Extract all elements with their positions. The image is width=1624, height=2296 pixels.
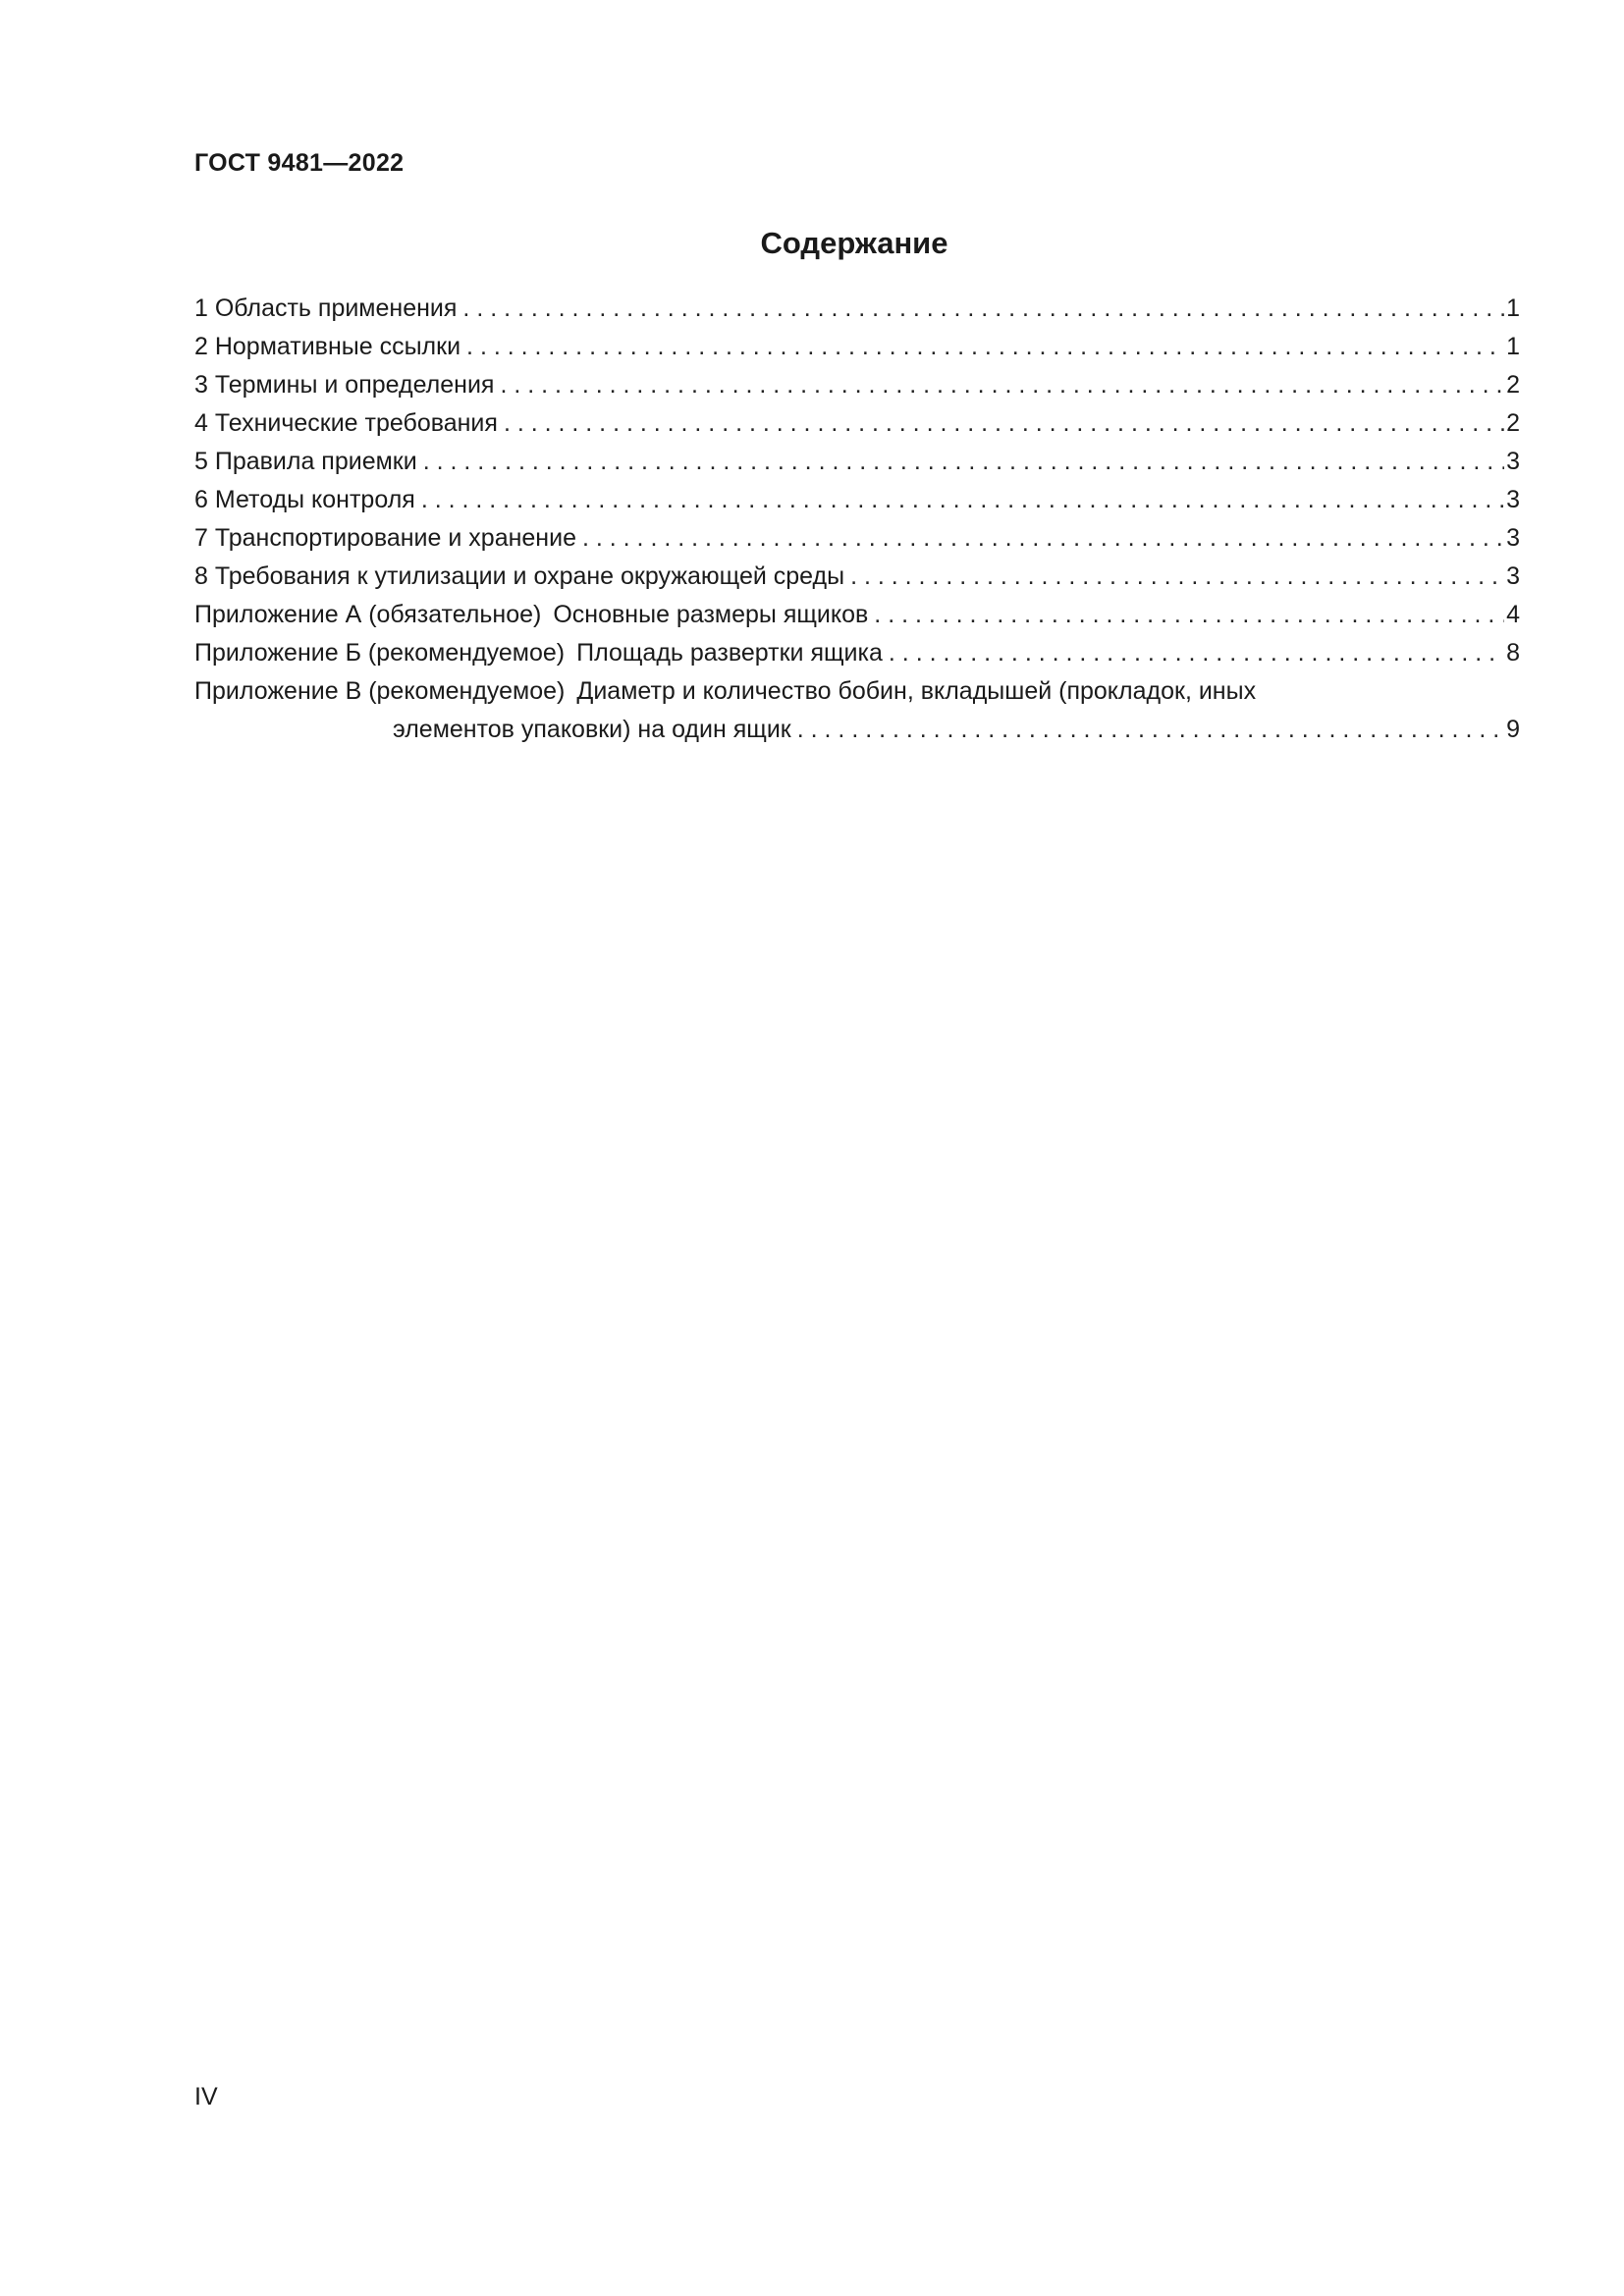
toc-entry-page: 8: [1506, 639, 1520, 667]
toc-annex-b[interactable]: [194, 634, 1520, 672]
toc-entry-2[interactable]: [194, 328, 1520, 366]
toc-annex-v[interactable]: [194, 672, 1520, 749]
dot-leader: [850, 558, 1504, 596]
toc-entry-4[interactable]: [194, 404, 1520, 443]
toc-entry-label: 8 Требования к утилизации и охране окружающей среды: [194, 562, 845, 590]
toc-annex-label: [194, 596, 868, 634]
toc-entry-label: 3 Термины и определения: [194, 371, 495, 399]
annex-type: Приложение А (обязательное): [194, 601, 542, 628]
annex-title: Основные размеры ящиков: [553, 601, 869, 628]
toc-title: Содержание: [760, 226, 948, 260]
toc-entry-page: 3: [1506, 448, 1520, 475]
toc-entry-6[interactable]: [194, 481, 1520, 519]
toc-entry-1[interactable]: [194, 290, 1520, 328]
toc-entry-page: 3: [1506, 524, 1520, 552]
dot-leader: [582, 519, 1504, 558]
dot-leader: [889, 634, 1504, 672]
toc-entry-5[interactable]: [194, 443, 1520, 481]
dot-leader: [874, 596, 1504, 634]
toc-entry-label: 7 Транспортирование и хранение: [194, 524, 576, 552]
toc-entry-page: 1: [1506, 294, 1520, 322]
toc-entry-page: 3: [1506, 562, 1520, 590]
toc-entry-8[interactable]: [194, 558, 1520, 596]
dot-leader: [421, 481, 1504, 519]
toc-entry-label: 2 Нормативные ссылки: [194, 333, 461, 360]
annex-title: Площадь развертки ящика: [576, 639, 883, 667]
table-of-contents: [194, 290, 1520, 749]
toc-annex-continuation: [194, 711, 1520, 749]
dot-leader: [500, 366, 1504, 404]
toc-entry-page: 2: [1506, 409, 1520, 437]
document-code: ГОСТ 9481—2022: [194, 149, 405, 177]
toc-entry-page: 1: [1506, 333, 1520, 360]
toc-entry-page: 4: [1506, 601, 1520, 628]
annex-type: Приложение В (рекомендуемое): [194, 677, 566, 705]
toc-entry-page: 9: [1506, 716, 1520, 743]
toc-entry-label: 6 Методы контроля: [194, 486, 415, 513]
annex-title-line2: элементов упаковки) на один ящик: [393, 716, 791, 743]
dot-leader: [797, 711, 1504, 749]
dot-leader: [466, 328, 1504, 366]
toc-entry-3[interactable]: [194, 366, 1520, 404]
dot-leader: [462, 290, 1504, 328]
dot-leader: [423, 443, 1504, 481]
annex-type: Приложение Б (рекомендуемое): [194, 639, 566, 667]
toc-entry-label: 1 Область применения: [194, 294, 458, 322]
toc-entry-page: 3: [1506, 486, 1520, 513]
toc-entry-label: 4 Технические требования: [194, 409, 498, 437]
toc-annex-a[interactable]: [194, 596, 1520, 634]
page-number: IV: [194, 2083, 218, 2110]
toc-entry-label: 5 Правила приемки: [194, 448, 417, 475]
toc-entry-page: 2: [1506, 371, 1520, 399]
toc-annex-first-line: [194, 672, 1520, 711]
toc-entry-7[interactable]: [194, 519, 1520, 558]
annex-title-line1: Диаметр и количество бобин, вкладышей (прокладок, иных: [576, 677, 1257, 705]
dot-leader: [504, 404, 1504, 443]
toc-annex-label: [194, 634, 883, 672]
